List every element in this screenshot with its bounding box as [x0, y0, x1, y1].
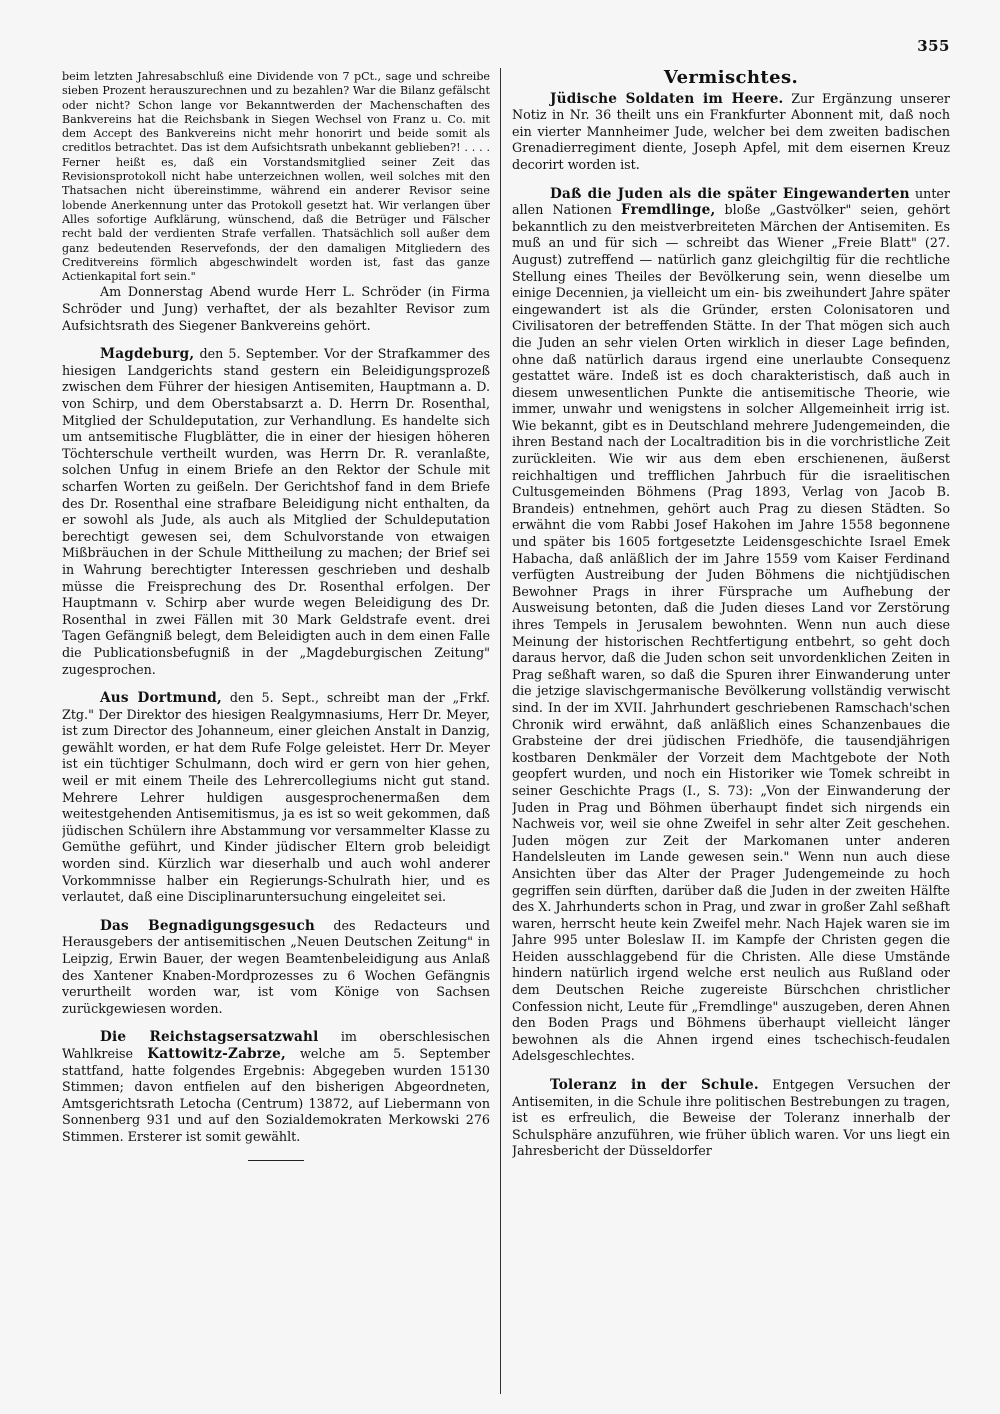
magdeburg-article [62, 346, 490, 678]
soldaten-heading: Jüdische Soldaten im Heere. [550, 90, 784, 107]
fremdlinge-word: Fremdlinge, [620, 202, 716, 219]
eingewanderte-article [512, 186, 950, 1065]
begnadigung-heading: Das Begnadigungsgesuch [100, 917, 316, 934]
eingewanderte-heading: Daß die Juden als die später Eingewanderten [550, 185, 910, 202]
dortmund-heading: Aus Dortmund, [100, 690, 222, 707]
magdeburg-text: den 5. September. Vor der Strafkammer des hiesigen Landgerichts stand gestern ein Beleidigungsprozeß zwischen dem Führer der hiesigen Antisemiten, Hauptmann a. D. von Schirp, und dem Oberstabsarzt a. D. Herrn Dr. Rosenthal, Mitglied der Schuldeputation, zur Verhandlung. Es handelte sich um antsemitische Flugblätter, die in einer der hiesigen höheren Töchterschule vertheilt wurden, was Herrn Dr. R. veranlaßte, solchen Unfug in einem Briefe an den Rektor der Schule mit scharfen Worten zu geißeln. Der Gerichtshof fand in dem Briefe des Dr. Rosenthal eine strafbare Beleidigung nicht enthalten, da er sowohl als Jude, als auch als Mitglied der Schuldeputation berechtigt gewesen sei, dem Schulvorstande von etwaigen Mißbräuchen in der Schule Mittheilung zu machen; der Brief sei in Wahrung berechtigter Interessen geschrieben und deshalb müsse die Freisprechung des Dr. Rosenthal erfolgen. Der Hauptmann v. Schirp aber wurde wegen Beleidigung des Dr. Rosenthal in zwei Fällen mit 30 Mark Geldstrafe event. drei Tagen Gefängniß belegt, dem Beleidigten auch in dem einen Falle die Publicationsbefugniß in der „Magdeburgischen Zeitung" zugesprochen. [62, 346, 490, 677]
reichstag-text-1: im oberschlesischen Wahlkreise [62, 1029, 490, 1061]
quote-continuation: beim letzten Jahresabschluß eine Dividende von 7 pCt., sage und schreibe sieben Prozent herauszurechnen und zu bezahlen? War die Bilanz gefälscht oder nicht? Schon lange vor Bekanntwerden der Machenschaften des Bankvereins hat die Reichsbank in Siegen Wechsel von Franz u. Co. mit dem Accept des Bankvereins nicht mehr honorirt und beide somit als creditlos betrachtet. Das ist dem Aufsichtsrath unbekannt geblieben?! . . . . Ferner heißt es, daß ein Vorstandsmitglied seiner Zeit das Revisionsprotokoll nicht habe unterzeichnen wollen, weil solches mit den Thatsachen nicht übereinstimme, während ein anderer Revisor seine lobende Anerkennung unter das Protokoll gesetzt hat. Wir verlangen über Alles sofortige Aufklärung, wünschend, daß die Betrüger und Fälscher recht bald der verdienten Strafe verfallen. Thatsächlich soll außer dem ganz bedeutenden Reservefonds, der den damaligen Mitgliedern des Creditvereins förmlich abgeschwindelt worden ist, fast das ganze Actienkapital fort sein." [62, 70, 490, 284]
schroeder-paragraph: Am Donnerstag Abend wurde Herr L. Schröder (in Firma Schröder und Jung) verhaftet, der als bezahlter Revisor zum Aufsichtsrath des Siegener Bankvereins gehört. [62, 284, 490, 333]
soldaten-text: Zur Ergänzung unserer Notiz in Nr. 36 theilt uns ein Frankfurter Abonnent mit, daß noch ein vierter Mannheimer Jude, welcher bei dem zweiten badischen Grenadierregiment diente, Joseph Apfel, mit dem eisernen Kreuz decorirt worden ist. [512, 90, 950, 172]
section-title: Vermischtes. [663, 70, 799, 88]
page-number: 355 [917, 37, 950, 55]
end-rule [248, 1160, 304, 1161]
toleranz-heading: Toleranz in der Schule. [550, 1077, 759, 1094]
eingewanderte-text-1: unter allen Nationen [512, 185, 950, 218]
reichstag-article [62, 1029, 490, 1145]
left-column [62, 70, 490, 1394]
magdeburg-heading: Magdeburg, [100, 346, 195, 363]
right-column [512, 70, 950, 1394]
begnadigung-text: des Redacteurs und Herausgebers der antisemitischen „Neuen Deutschen Zeitung" in Leipzig, Erwin Bauer, der wegen Beamtenbeleidigung aus Anlaß des Xantener Knaben-Mordprozesses zu 6 Wochen Gefängnis verurtheilt worden war, ist vom Könige von Sachsen zurückgewiesen worden. [62, 917, 490, 1016]
reichstag-heading: Die Reichstagsersatzwahl [100, 1029, 319, 1046]
toleranz-article [512, 1077, 950, 1160]
reichstag-place: Kattowitz-Zabrze, [147, 1045, 286, 1062]
begnadigung-article [62, 918, 490, 1018]
column-rule [500, 68, 501, 1394]
toleranz-text: Entgegen Versuchen der Antisemiten, in die Schule ihre politischen Bestrebungen zu tragen, ist es erfreulich, die Beweise der Toleranz innerhalb der Schulsphäre anzuführen, wie früher üblich waren. Vor uns liegt ein Jahresbericht der Düsseldorfer [512, 1077, 950, 1159]
dortmund-article [62, 690, 490, 906]
eingewanderte-text-2: bloße „Gastvölker" seien, gehört bekanntlich zu den meistverbreiteten Märchen der Antisemiten. Es muß an und für sich — schreibt das Wiener „Freie Blatt" (27. August) zutreffend — natürlich ganz gleichgiltig für die rechtliche Stellung eines Theiles der Bevölkerung sein, wenn dieselbe um einige Decennien, ja vielleicht um ein- bis zweihundert Jahre später eingewandert ist als die Gründer, ersten Colonisatoren und Civilisatoren der betreffenden Stätte. In der That mögen sich auch die Juden an sehr vielen Orten wirklich in dieser Lage befinden, ohne daß natürlich daraus irgend eine unerlaubte Consequenz gestattet wäre. Indeß ist es doch charakteristisch, daß auch in diesem unwesentlichen Punkte die antisemitische Theorie, wie immer, unwahr und wenigstens in solcher Allgemeinheit irrig ist. Wie bekannt, gibt es in Deutschland mehrere Judengemeinden, die ihren Bestand nach der Localtradition bis in die vorchristliche Zeit zurückleiten. Wie wir aus dem eben erschienenen, äußerst reichhaltigen und trefflichen Jahrbuch für die israelitischen Cultusgemeinden Böhmens (Prag 1893, Verlag von Jacob B. Brandeis) entnehmen, gehört auch Prag zu diesen Städten. So erwähnt die vom Rabbi Josef Hakohen im Jahre 1558 begonnene und später bis 1605 fortgesetzte Leidensgeschichte Israel Emek Habacha, daß anläßlich der im Jahre 1559 vom Kaiser Ferdinand verfügten Austreibung der Juden Böhmens die nichtjüdischen Bewohner Prags in ihrer Fürsprache um Aufhebung der Ausweisung betonten, daß die Juden dieses Land vor Zerstörung ihres Tempels in Jerusalem bewohnten. Wenn nun auch diese Meinung der historischen Rechtfertigung entbehrt, so geht doch daraus hervor, daß die Juden schon seit unvordenklichen Zeiten in Prag seßhaft waren, so daß die Spuren ihrer Einwanderung unter die jetzige slavischgermanische Bevölkerung vollständig verwischt sind. In der im XVII. Jahrhundert geschriebenen Ramschach'schen Chronik wird erwähnt, daß anläßlich eines Schanzenbaues die Grabsteine der drei jüdischen Friedhöfe, die tausendjährigen kostbaren Denkmäler der Vorzeit dem Machtgebote der Noth geopfert wurden, und noch ein Historiker wie Tomek schreibt in seiner Geschichte Prags (I., S. 73): „Von der Einwanderung der Juden in Prag und Böhmen überhaupt findet sich nirgends ein Nachweis vor, weil sie ohne Zweifel in sehr alter Zeit geschehen. Juden mögen zur Zeit der Markomanen unter anderen Handelsleuten im Lande gewesen sein." Wenn nun auch diese Ansichten über das Alter der Prager Judengemeinde zu hoch gegriffen sein dürften, darüber daß die Juden in der zweiten Hälfte des X. Jahrhunderts schon in Prag, und zwar in großer Zahl seßhaft waren, herrscht heute kein Zweifel mehr. Nach Hajek waren sie im Jahre 995 unter Boleslaw II. im Kampfe der Christen gegen die Heiden ausschlaggebend für die Christen. Alle diese Umstände hindern natürlich irgend welche erst neulich aus Rußland oder dem Deutschen Reiche zugereiste Bürschchen christlicher Confession nicht, Leute für „Fremdlinge" auszugeben, deren Ahnen den Boden Prags und Böhmens überhaupt vielleicht länger bewohnen als die Ahnen irgend eines tschechisch-feudalen Adelsgeschlechtes. [512, 202, 950, 1064]
reichstag-text-2: welche am 5. September stattfand, hatte folgendes Ergebnis: Abgegeben wurden 15130 Stimmen; davon entfielen auf den bisherigen Abgeordneten, Amtsgerichtsrath Letocha (Centrum) 13872, auf Liebermann von Sonnenberg 931 und auf den Sozialdemokraten Merkowski 276 Stimmen. Ersterer ist somit gewählt. [62, 1045, 490, 1144]
soldaten-article [512, 91, 950, 174]
dortmund-text: den 5. Sept., schreibt man der „Frkf. Ztg." Der Direktor des hiesigen Realgymnasiums, Herr Dr. Meyer, ist zum Director des Johanneum, einer gleichen Anstalt in Danzig, gewählt worden, er hat dem Rufe Folge geleistet. Herr Dr. Meyer ist ein tüchtiger Schulmann, doch wird er gern von hier gehen, weil er mit einem Theile des Lehrercollegiums nicht gut stand. Mehrere Lehrer huldigen ausgesprochenermaßen dem weitestgehenden Antisemitismus, ja es ist so weit gekommen, daß jüdischen Schülern ihre Abstammung vor versammelter Klasse zu Gemüthe geführt, und Kinder jüdischer Eltern grob beleidigt worden sind. Kürzlich war dieserhalb und auch wohl anderer Vorkommnisse halber ein Regierungs-Schulrath hier, und es verlautet, daß eine Disciplinaruntersuchung eingeleitet sei. [62, 690, 490, 905]
